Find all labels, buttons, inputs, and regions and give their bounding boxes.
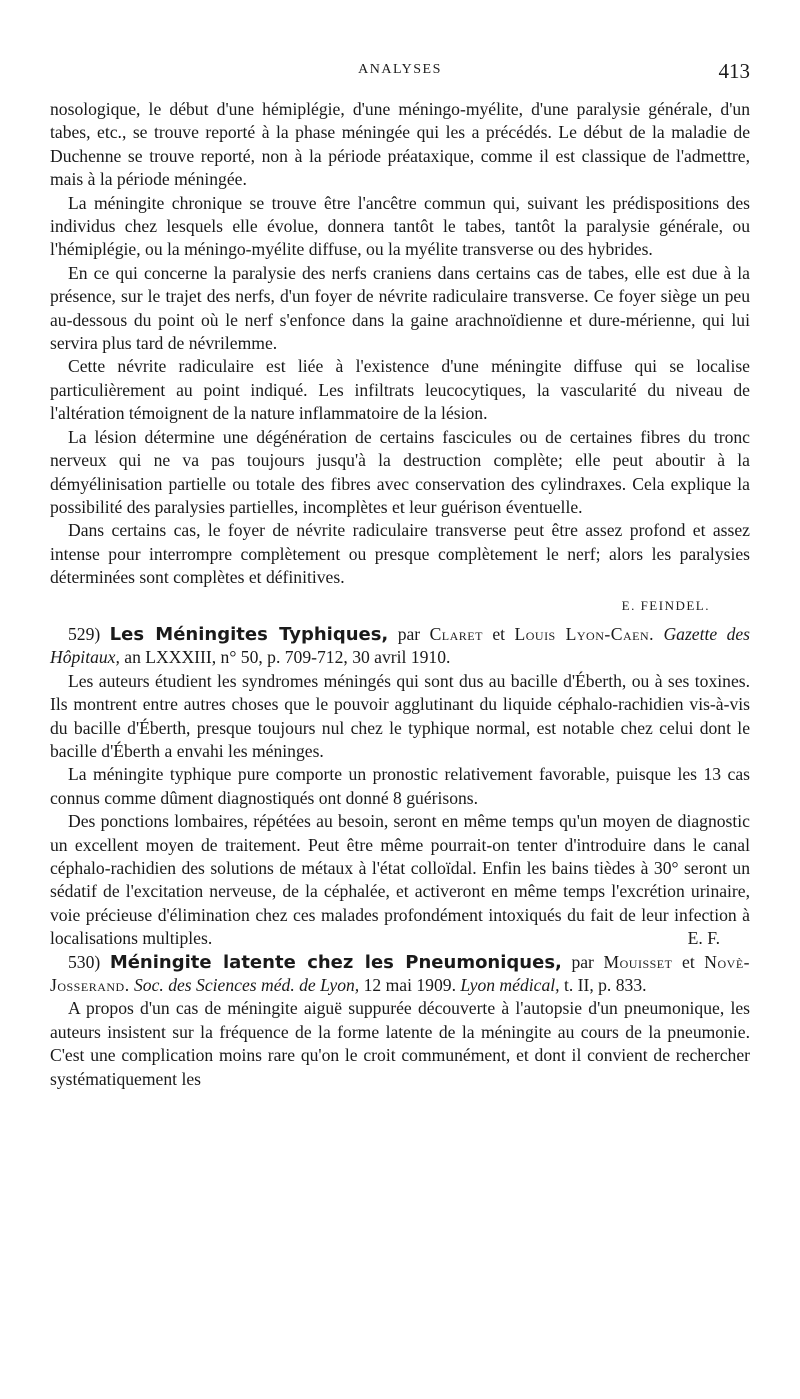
signature: E. FEINDEL.: [621, 597, 710, 613]
entry-by: par: [397, 623, 421, 644]
entry-author: Mouisset: [603, 951, 673, 972]
entry-journal: Gazette des Hôpitaux,: [50, 623, 751, 668]
paragraph: La méningite typhique pure comporte un pronostic relativement favorable, puisque les 13 cas connus comme dûment diagnostiqués ont donné 8 guérisons.: [50, 764, 750, 808]
entry-reference: an LXXXIII, n° 50, p. 709-712, 30 avril 1910.: [124, 647, 451, 668]
paragraph: Cette névrite radiculaire est liée à l'existence d'une méningite diffuse qui se localise particulièrement au point indiqué. Les infiltrats leucocytiques, la vascularité du niveau de l'altération témoignent de la nature inflammatoire de la lésion.: [50, 356, 750, 424]
article-body: [50, 98, 750, 1091]
entry-author: Claret: [429, 623, 483, 644]
entry-author: Louis Lyon-Caen.: [514, 623, 655, 644]
paragraph: Dans certains cas, le foyer de névrite radiculaire transverse peut être assez profond et assez intense pour interrompre complètement ou presque complètement le nerf; alors les paralysies déterminées sont complètes et définitives.: [50, 520, 750, 588]
entry-heading-529: [50, 623, 750, 670]
entry-date: 12 mai 1909.: [363, 975, 456, 996]
entry-author: Novè-Josserand.: [50, 951, 751, 996]
entry-and: et: [492, 623, 506, 644]
entry-reference: t. II, p. 833.: [563, 975, 647, 996]
paragraph: nosologique, le début d'une hémiplégie, d'une méningo-myélite, d'une paralysie générale, d'un tabes, etc., se trouve reporté à la phase méningée qui les a précédés. Le début de la maladie de Duchenne se trouve reporté, non à la période préataxique, comme il est classique de l'admettre, mais à la période méningée.: [50, 99, 750, 190]
paragraph-text: Des ponctions lombaires, répétées au besoin, seront en même temps qu'un moyen de diagnostic un excellent moyen de traitement. Peut être même pourrait-on tenter d'introduire dans le canal céphalo-rachidien des solutions de métaux à l'état colloïdal. Enfin les bains tièdes à 30° seront un sédatif de l'excitation nerveuse, de la céphalée, et activeront en même temps l'excrétion urinaire, voie précieuse d'élimination chez ces malades profondément intoxiqués du fait de leur infection à localisations multiples.: [50, 811, 750, 949]
running-header: [50, 59, 750, 86]
paragraph: La lésion détermine une dégénération de certains fascicules ou de certaines fibres du tronc nerveux qui ne va pas toujours jusqu'à la destruction complète; elle peut aboutir à la démyélinisation partielle ou totale des fibres avec conservation des cylindraxes. Cela explique la possibilité des paralysies partielles, incomplètes et leur guérison éventuelle.: [50, 426, 750, 517]
paragraph: Les auteurs étudient les syndromes méningés qui sont dus au bacille d'Éberth, ou à ses toxines. Ils montrent entre autres choses que le pouvoir agglutinant du liquide céphalo-rachidien vis-à-vis du bacille d'Éberth, presque toujours nul chez le typhique normal, est notable chez celui dont le bacille d'Éberth a envahi les méninges.: [50, 670, 750, 761]
running-title: ANALYSES: [358, 62, 442, 77]
paragraph: La méningite chronique se trouve être l'ancêtre commun qui, suivant les prédispositions des individus chez lesquels elle évolue, donnera tantôt le tabes, tantôt la paralysie générale, ou l'hémiplégie, ou la méningo-myélite diffuse, ou la myélite transverse ou des hybrides.: [50, 192, 750, 260]
paragraph: [50, 810, 750, 950]
entry-heading-530: [50, 951, 750, 998]
entry-journal: Soc. des Sciences méd. de Lyon,: [134, 975, 360, 996]
entry-initials: E. F.: [687, 928, 720, 949]
entry-number: 530): [68, 951, 101, 972]
entry-by: par: [571, 951, 594, 972]
entry-title: Les Méningites Typhiques,: [109, 623, 389, 645]
entry-number: 529): [68, 623, 101, 644]
paragraph: En ce qui concerne la paralysie des nerfs craniens dans certains cas de tabes, elle est due à la présence, sur le trajet des nerfs, d'un foyer de névrite radiculaire transverse. Ce foyer siège un peu au-dessous du point où le nerf s'enfonce dans la gaine arachnoïdienne et dure-mérienne, qui lui servira plus tard de névrilemme.: [50, 262, 750, 354]
entry-and: et: [682, 951, 695, 972]
page-number: 413: [718, 59, 750, 83]
entry-journal: Lyon médical,: [460, 975, 560, 996]
paragraph: A propos d'un cas de méningite aiguë suppurée découverte à l'autopsie d'un pneumonique, les auteurs insistent sur la fréquence de la forme latente de la méningite au cours de la pneumonie. C'est une complication moins rare qu'on le croit communément, et dont il convient de rechercher systématiquement les: [50, 998, 750, 1089]
entry-title: Méningite latente chez les Pneumoniques,: [109, 951, 562, 973]
